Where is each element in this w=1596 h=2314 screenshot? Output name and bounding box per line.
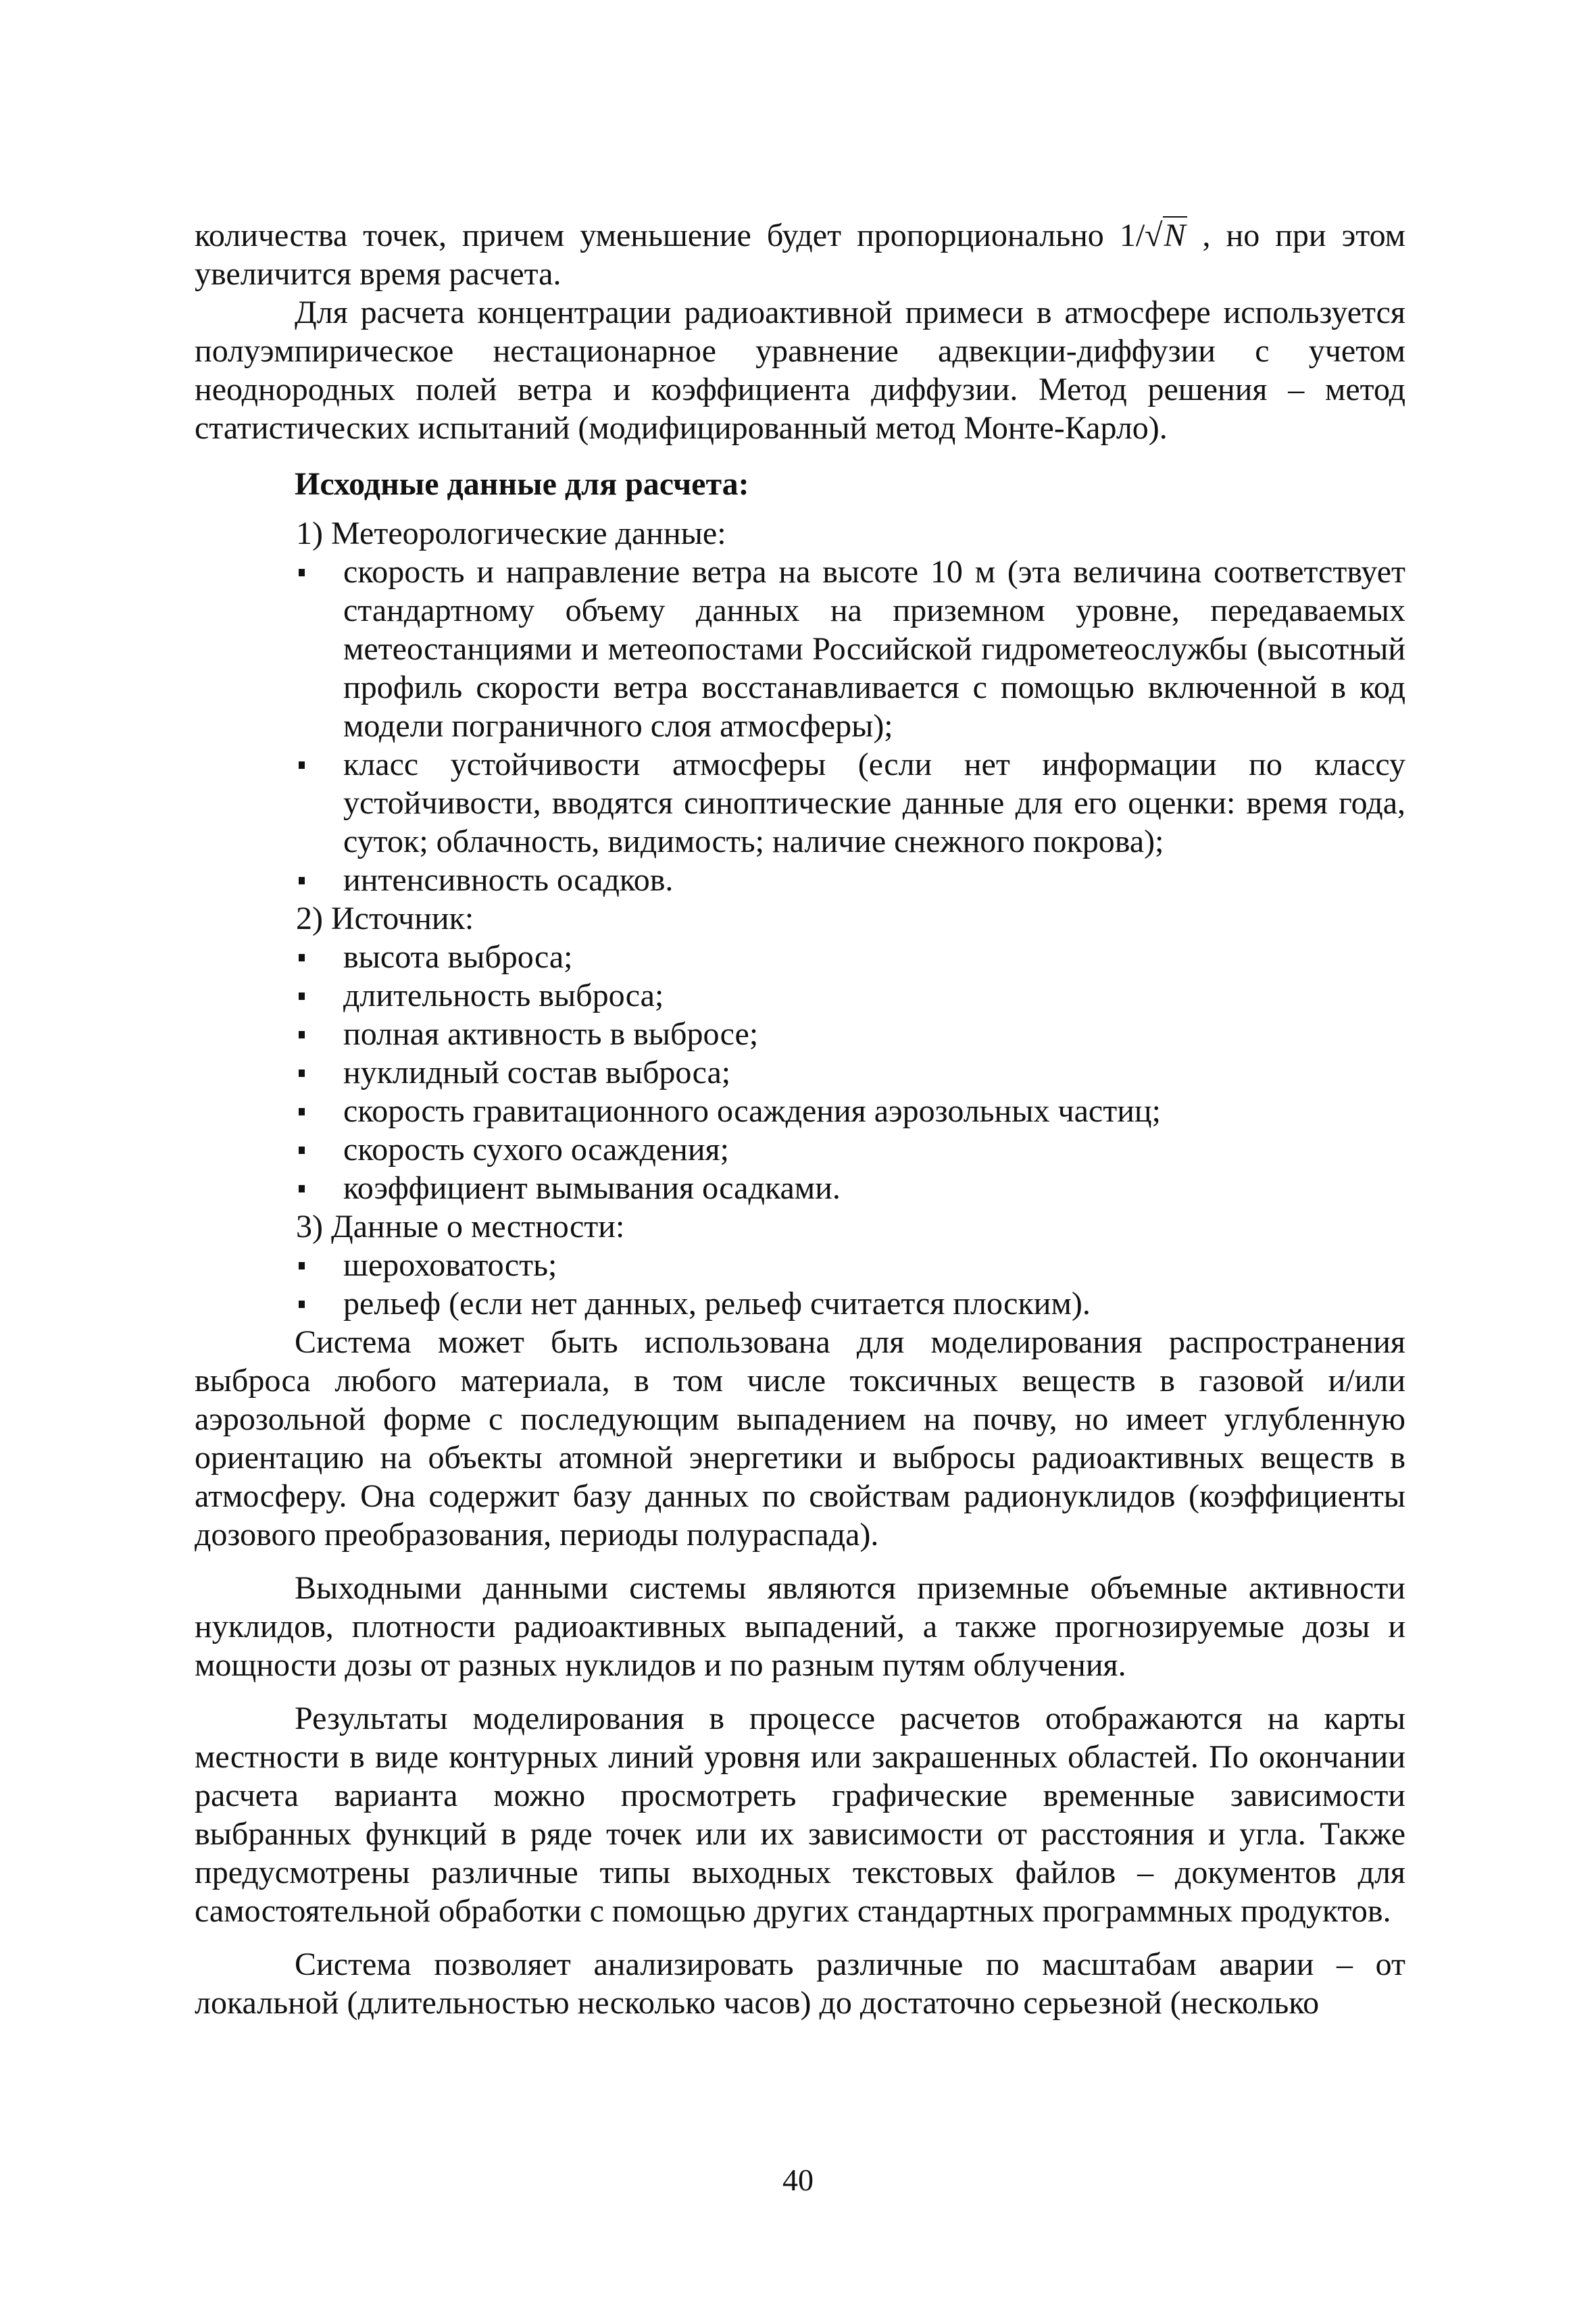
- list-item-text: нуклидный состав выброса;: [343, 1055, 731, 1090]
- list-item: [343, 1130, 1405, 1169]
- terrain-list: [195, 1246, 1405, 1323]
- list-item-text: полная активность в выбросе;: [343, 1016, 759, 1052]
- intro-text-before: количества точек, причем уменьшение будет пропорционально: [195, 218, 1104, 253]
- bullet-marker: [299, 1031, 305, 1038]
- results-paragraph: Результаты моделирования в процессе расчетов отображаются на карты местности в виде контурных линий уровня или закрашенных областей. По окончании расчета варианта можно просмотреть графические временные зависимости выбранных функций в ряде точек или их зависимости от расстояния и угла. Также предусмотрены различные типы выходных текстовых файлов – документов для самостоятельной обработки с помощью других стандартных программных продуктов.: [195, 1701, 1405, 1929]
- bullet-marker: [299, 1147, 305, 1154]
- source-list: [195, 938, 1405, 1207]
- accident-scale-paragraph: Система позволяет анализировать различные по масштабам аварии – от локальной (длительностью несколько часов) до достаточно серьезной (несколько: [195, 1946, 1405, 2021]
- bullet-marker: [299, 1301, 305, 1308]
- group-title-terrain: 3) Данные о местности:: [296, 1209, 625, 1244]
- list-item: [343, 1092, 1405, 1130]
- bullet-marker: [299, 877, 305, 884]
- list-item: [343, 1053, 1405, 1092]
- list-item: [343, 976, 1405, 1015]
- list-item-text: скорость гравитационного осаждения аэрозольных частиц;: [343, 1093, 1161, 1129]
- list-item-text: шероховатость;: [343, 1247, 557, 1283]
- list-item-text: коэффициент вымывания осадками.: [343, 1170, 841, 1206]
- list-item: [343, 1284, 1405, 1323]
- formula-variable: N: [1164, 218, 1186, 253]
- intro-paragraph: [195, 216, 1405, 293]
- method-paragraph: Для расчета концентрации радиоактивной примеси в атмосфере используется полуэмпирическое нестационарное уравнение адвекции-диффузии с учетом неоднородных полей ветра и коэффициента диффузии. Метод решения – метод статистических испытаний (модифицированный метод Монте-Карло).: [195, 295, 1405, 446]
- list-item-text: класс устойчивости атмосферы (если нет информации по классу устойчивости, вводятся синоптические данные для его оценки: время года, суток; облачность, видимость; наличие снежного покрова);: [343, 747, 1405, 859]
- bullet-marker: [299, 992, 305, 1000]
- group-title-meteo: 1) Метеорологические данные:: [296, 515, 726, 551]
- meteo-list: [195, 553, 1405, 899]
- list-item: [343, 553, 1405, 745]
- list-item: [343, 745, 1405, 861]
- list-item: [343, 861, 1405, 899]
- bullet-marker: [299, 1185, 305, 1192]
- formula-root-sign: √: [1145, 218, 1163, 253]
- bullet-marker: [299, 569, 305, 576]
- page-number: 40: [782, 2163, 814, 2197]
- list-item-text: высота выброса;: [343, 939, 573, 975]
- list-item-text: интенсивность осадков.: [343, 862, 674, 898]
- output-data-paragraph: Выходными данными системы являются приземные объемные активности нуклидов, плотности радиоактивных выпадений, а также прогнозируемые дозы и мощности дозы от разных нуклидов и по разным путям облучения.: [195, 1570, 1405, 1683]
- list-item: [343, 1246, 1405, 1284]
- list-item-text: рельеф (если нет данных, рельеф считается плоским).: [343, 1286, 1091, 1322]
- list-item: [343, 1015, 1405, 1053]
- system-usage-paragraph: Система может быть использована для моделирования распространения выброса любого материала, в том числе токсичных веществ в газовой и/или аэрозольной форме с последующим выпадением на почву, но имеет углубленную ориентацию на объекты атомной энергетики и выбросы радиоактивных веществ в атмосферу. Она содержит базу данных по свойствам радионуклидов (коэффициенты дозового преобразования, периоды полураспада).: [195, 1324, 1405, 1553]
- bullet-marker: [299, 1262, 305, 1269]
- intro-text-after: , но при этом увеличится время расчета.: [195, 218, 1406, 292]
- list-item: [343, 1169, 1405, 1207]
- bullet-marker: [299, 1108, 305, 1115]
- bullet-marker: [299, 761, 305, 769]
- list-item: [343, 938, 1405, 976]
- bullet-marker: [299, 954, 305, 961]
- list-item-text: скорость сухого осаждения;: [343, 1132, 729, 1167]
- list-item-text: длительность выброса;: [343, 978, 664, 1013]
- inverse-sqrt-formula: [1120, 216, 1187, 253]
- section-heading: Исходные данные для расчета:: [295, 466, 749, 502]
- list-item-text: скорость и направление ветра на высоте 10 м (эта величина соответствует стандартному объему данных на приземном уровне, передаваемых метеостанциями и метеопостами Российской гидрометеослужбы (высотный профиль скорости ветра восстанавливается с помощью включенной в код модели пограничного слоя атмосферы);: [343, 554, 1405, 744]
- bullet-marker: [299, 1070, 305, 1077]
- formula-numerator: 1/: [1119, 218, 1145, 253]
- group-title-source: 2) Источник:: [296, 901, 474, 936]
- page-body: [195, 216, 1405, 2022]
